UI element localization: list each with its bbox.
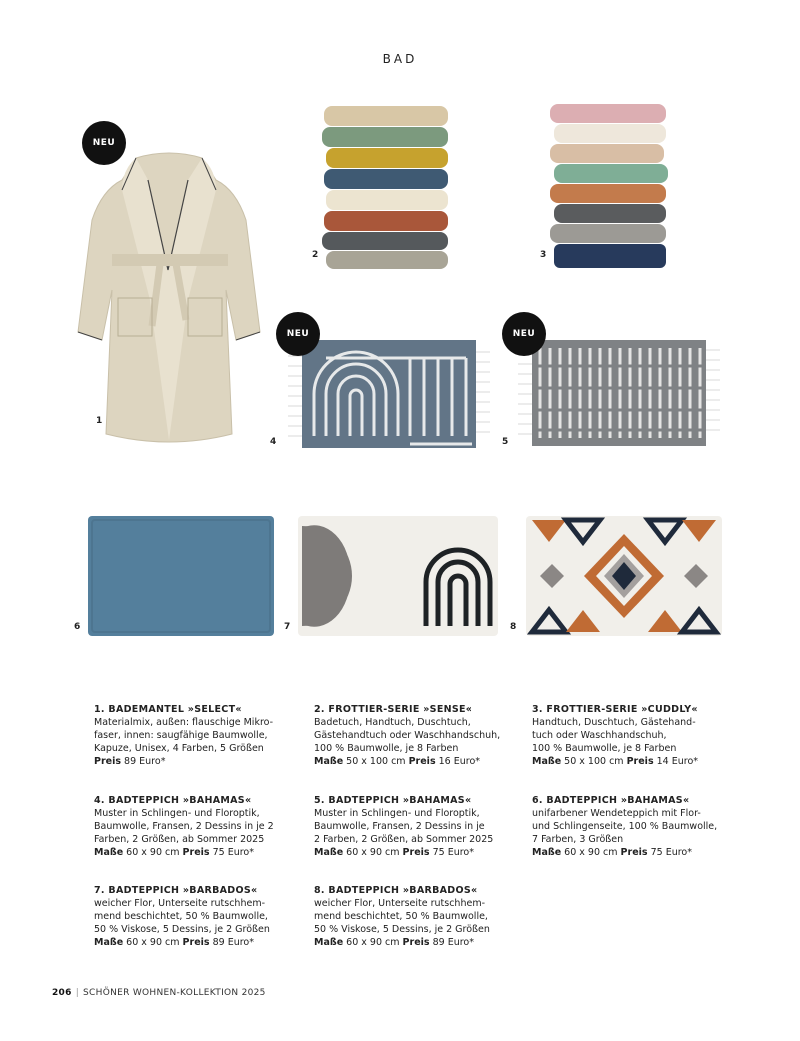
product-entry xyxy=(94,794,294,859)
price-value: 89 Euro* xyxy=(212,937,254,948)
product-description: Baumwolle, Fransen, 2 Dessins in je xyxy=(314,821,485,832)
product-price-line xyxy=(532,846,732,859)
product-entry xyxy=(314,794,514,859)
size-label: Maße xyxy=(532,756,562,767)
product-image-towel-stack-sense xyxy=(320,104,454,272)
size-value: 50 x 100 cm xyxy=(564,756,624,767)
size-label: Maße xyxy=(532,847,562,858)
new-badge: NEU xyxy=(502,312,546,356)
size-value: 60 x 90 cm xyxy=(346,847,400,858)
page-footer xyxy=(52,988,266,998)
product-heading: 3. FROTTIER-SERIE »CUDDLY« xyxy=(532,704,698,715)
product-image-rug-bahamas-grid xyxy=(516,336,722,452)
publication-name: SCHÖNER WOHNEN-KOLLEKTION 2025 xyxy=(83,988,266,998)
product-entry xyxy=(94,703,294,768)
product-entry xyxy=(314,703,514,768)
product-description: mend beschichtet, 50 % Baumwolle, xyxy=(314,911,488,922)
price-value: 89 Euro* xyxy=(124,756,166,767)
product-description: Handtuch, Duschtuch, Gästehand- xyxy=(532,717,696,728)
product-heading: 2. FROTTIER-SERIE »SENSE« xyxy=(314,704,473,715)
product-image-rug-barbados-arches xyxy=(298,516,498,636)
product-heading: 1. BADEMANTEL »SELECT« xyxy=(94,704,242,715)
product-description: 50 % Viskose, 5 Dessins, je 2 Größen xyxy=(314,924,490,935)
product-heading: 7. BADTEPPICH »BARBADOS« xyxy=(94,885,258,896)
product-description: unifarbener Wendeteppich mit Flor- xyxy=(532,808,701,819)
price-label: Preis xyxy=(402,937,430,948)
size-value: 60 x 90 cm xyxy=(346,937,400,948)
price-label: Preis xyxy=(182,847,210,858)
price-value: 75 Euro* xyxy=(432,847,474,858)
new-badge: NEU xyxy=(82,121,126,165)
product-price-line xyxy=(314,936,514,949)
product-entry xyxy=(314,884,514,949)
price-label: Preis xyxy=(408,756,436,767)
product-description: Materialmix, außen: flauschige Mikro- xyxy=(94,717,274,728)
footer-separator: | xyxy=(75,988,80,998)
product-description: Gästehandtuch oder Waschhandschuh, xyxy=(314,730,501,741)
product-description: und Schlingenseite, 100 % Baumwolle, xyxy=(532,821,718,832)
product-number: 8 xyxy=(510,622,517,632)
price-label: Preis xyxy=(94,756,122,767)
product-price-line xyxy=(314,846,514,859)
price-value: 16 Euro* xyxy=(438,756,481,767)
product-description: tuch oder Waschhandschuh, xyxy=(532,730,667,741)
product-image-rug-bahamas-arches xyxy=(286,336,492,452)
product-description: weicher Flor, Unterseite rutschhem- xyxy=(94,898,265,909)
price-value: 75 Euro* xyxy=(650,847,692,858)
price-label: Preis xyxy=(626,756,654,767)
product-number: 6 xyxy=(74,622,81,632)
product-description: 50 % Viskose, 5 Dessins, je 2 Größen xyxy=(94,924,270,935)
product-number: 5 xyxy=(502,437,509,447)
product-description: 100 % Baumwolle, je 8 Farben xyxy=(532,743,677,754)
product-image-rug-barbados-diamond xyxy=(526,516,722,636)
product-price-line xyxy=(94,755,294,768)
size-value: 60 x 90 cm xyxy=(126,937,180,948)
new-badge: NEU xyxy=(276,312,320,356)
product-description: Muster in Schlingen- und Floroptik, xyxy=(94,808,260,819)
price-label: Preis xyxy=(620,847,648,858)
product-entry xyxy=(94,884,294,949)
product-description: 100 % Baumwolle, je 8 Farben xyxy=(314,743,459,754)
product-heading: 4. BADTEPPICH »BAHAMAS« xyxy=(94,795,252,806)
product-heading: 8. BADTEPPICH »BARBADOS« xyxy=(314,885,478,896)
product-description: Muster in Schlingen- und Floroptik, xyxy=(314,808,480,819)
price-value: 14 Euro* xyxy=(656,756,699,767)
product-price-line xyxy=(94,846,294,859)
product-description: Baumwolle, Fransen, 2 Dessins in je 2 xyxy=(94,821,274,832)
product-heading: 5. BADTEPPICH »BAHAMAS« xyxy=(314,795,472,806)
product-description: 7 Farben, 3 Größen xyxy=(532,834,624,845)
product-image-bathrobe xyxy=(76,150,262,446)
price-value: 75 Euro* xyxy=(212,847,254,858)
product-number: 7 xyxy=(284,622,291,632)
page-number: 206 xyxy=(52,988,72,998)
product-description: 2 Farben, 2 Größen, ab Sommer 2025 xyxy=(314,834,494,845)
product-description: Farben, 2 Größen, ab Sommer 2025 xyxy=(94,834,265,845)
product-entry xyxy=(532,794,732,859)
size-label: Maße xyxy=(314,847,344,858)
product-description: weicher Flor, Unterseite rutschhem- xyxy=(314,898,485,909)
product-image-towel-stack-cuddly xyxy=(546,102,672,270)
size-value: 50 x 100 cm xyxy=(346,756,406,767)
size-value: 60 x 90 cm xyxy=(126,847,180,858)
size-value: 60 x 90 cm xyxy=(564,847,618,858)
product-number: 1 xyxy=(96,416,103,426)
product-price-line xyxy=(94,936,294,949)
product-number: 4 xyxy=(270,437,277,447)
product-price-line xyxy=(314,755,514,768)
product-number: 3 xyxy=(540,250,547,260)
size-label: Maße xyxy=(94,937,124,948)
product-image-rug-bahamas-plain xyxy=(88,516,274,636)
product-number: 2 xyxy=(312,250,319,260)
product-price-line xyxy=(532,755,732,768)
product-description: Kapuze, Unisex, 4 Farben, 5 Größen xyxy=(94,743,264,754)
product-heading: 6. BADTEPPICH »BAHAMAS« xyxy=(532,795,690,806)
price-label: Preis xyxy=(402,847,430,858)
product-description: mend beschichtet, 50 % Baumwolle, xyxy=(94,911,268,922)
product-description: faser, innen: saugfähige Baumwolle, xyxy=(94,730,268,741)
product-description: Badetuch, Handtuch, Duschtuch, xyxy=(314,717,471,728)
price-value: 89 Euro* xyxy=(432,937,474,948)
size-label: Maße xyxy=(314,937,344,948)
size-label: Maße xyxy=(314,756,344,767)
section-title: BAD xyxy=(382,52,418,66)
price-label: Preis xyxy=(182,937,210,948)
size-label: Maße xyxy=(94,847,124,858)
product-entry xyxy=(532,703,732,768)
